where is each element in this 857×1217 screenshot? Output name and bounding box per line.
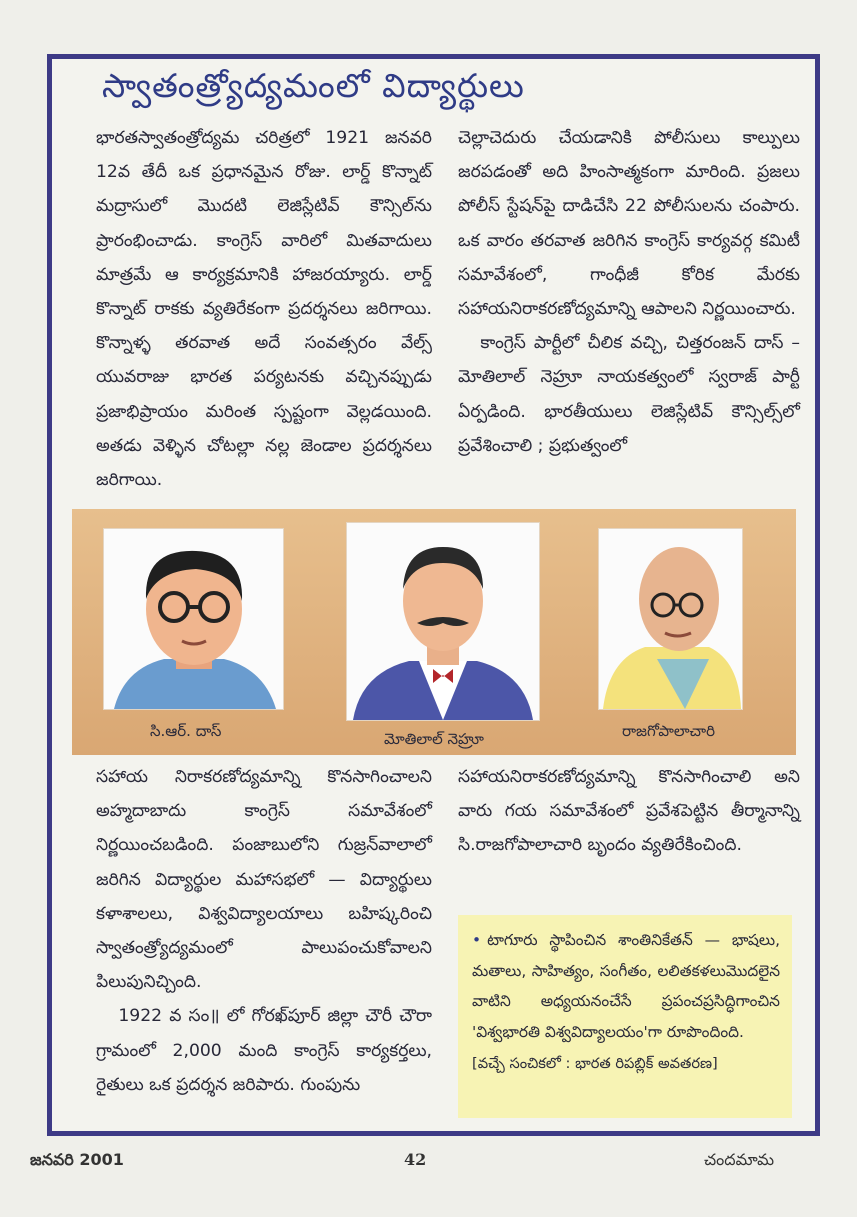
next-issue-note: [వచ్చే సంచికలో : భారత రిపబ్లిక్ అవతరణ]: [472, 1055, 718, 1072]
cr-das-illustration: [104, 529, 283, 709]
rajagopalachari-illustration: [599, 529, 742, 709]
info-box: [458, 915, 792, 1118]
column-2: [458, 121, 800, 463]
portrait-motilal-nehru: [346, 522, 540, 721]
magazine-name: చందమామ: [704, 1150, 775, 1169]
portrait-cr-das: [103, 528, 284, 710]
footer-date: జనవరి 2001: [30, 1150, 124, 1169]
info-box-text: [472, 925, 780, 1047]
paragraph: భారతస్వాతంత్రోద్యమ చరిత్రలో 1921 జనవరి 12వ తేదీ ఒక ప్రధానమైన రోజు. లార్డ్ కొన్నాట్ మద్రాసులో మొదటి లెజిస్లేటివ్ కౌన్సిల్‌ను ప్రారంభించాడు. కాంగ్రెస్ వారిలో మితవాదులు మాత్రమే ఆ కార్యక్రమానికి హాజరయ్యారు. లార్డ్ కొన్నాట్ రాకకు వ్యతిరేకంగా ప్రదర్శనలు జరిగాయి. కొన్నాళ్ళ తరవాత అదే సంవత్సరం వేల్స్ యువరాజు భారత పర్యటనకు వచ్చినప్పుడు ప్రజాభిప్రాయం మరింత స్పష్టంగా వెల్లడయింది. అతడు వెళ్ళిన చోటల్లా నల్ల జెండాల ప్రదర్శనలు జరిగాయి.: [96, 128, 432, 491]
column-1: [96, 121, 432, 497]
caption-motilal-nehru: మోతిలాల్ నెహ్రూ: [384, 730, 484, 748]
page-number: 42: [404, 1150, 427, 1169]
bullet-icon: •: [472, 931, 482, 949]
motilal-nehru-illustration: [347, 523, 539, 720]
caption-rajagopalachari: రాజగోపాలాచారి: [622, 722, 715, 740]
paragraph: కాంగ్రెస్ పార్టీలో చీలిక వచ్చి, చిత్తరంజన్ దాస్ – మోతిలాల్ నెహ్రూ నాయకత్వంలో స్వరాజ్ పార్టీ ఏర్పడింది. భారతీయులు లెజిస్లేటివ్ కౌన్సిల్స్‌లో ప్రవేశించాలి ; ప్రభుత్వంలో: [458, 333, 800, 456]
paragraph: చెల్లాచెదురు చేయడానికి పోలీసులు కాల్పులు జరపడంతో అది హింసాత్మకంగా మారింది. ప్రజలు పోలీస్ స్టేషన్‌పై దాడిచేసి 22 పోలీసులను చంపారు. ఒక వారం తరవాత జరిగిన కాంగ్రెస్ కార్యవర్గ కమిటీ సమావేశంలో, గాంధీజీ కోరిక మేరకు సహాయనిరాకరణోద్యమాన్ని ఆపాలని నిర్ణయించారు.: [458, 128, 800, 320]
paragraph: 1922 వ సం॥ లో గోరఖ్‌పూర్ జిల్లా చౌరీ చౌరా గ్రామంలో 2,000 మంది కాంగ్రెస్ కార్యకర్తలు, రైతులు ఒక ప్రదర్శన జరిపారు. గుంపును: [96, 1006, 432, 1095]
column-3: [96, 760, 432, 1102]
column-4: [458, 760, 800, 863]
portrait-rajagopalachari: [598, 528, 743, 710]
paragraph: సహాయ నిరాకరణోద్యమాన్ని కొనసాగించాలని అహ్మదాబాదు కాంగ్రెస్ సమావేశంలో నిర్ణయించబడింది. పంజాబులోని గుజ్రన్‌వాలాలో జరిగిన విద్యార్థుల మహాసభలో — విద్యార్థులు కళాశాలలు, విశ్వవిద్యాలయాలు బహిష్కరించి స్వాతంత్ర్యోద్యమంలో పాలుపంచుకోవాలని పిలుపునిచ్చింది.: [96, 767, 432, 993]
paragraph: సహాయనిరాకరణోద్యమాన్ని కొనసాగించాలి అని వారు గయ సమావేశంలో ప్రవేశపెట్టిన తీర్మానాన్ని సి.రాజగోపాలాచారి బృందం వ్యతిరేకించింది.: [458, 767, 800, 856]
article-title: స్వాతంత్ర్యోద్యమంలో విద్యార్థులు: [102, 66, 525, 105]
info-text: టాగూరు స్థాపించిన శాంతినికేతన్ — భాషలు, మతాలు, సాహిత్యం, సంగీతం, లలితకళలుమొదలైన వాటిని అధ్యయనంచేసే ప్రపంచప్రసిద్ధిగాంచిన 'విశ్వభారతి విశ్వవిద్యాలయం'గా రూపొందింది.: [472, 931, 780, 1041]
caption-cr-das: సి.ఆర్. దాస్: [150, 722, 222, 740]
